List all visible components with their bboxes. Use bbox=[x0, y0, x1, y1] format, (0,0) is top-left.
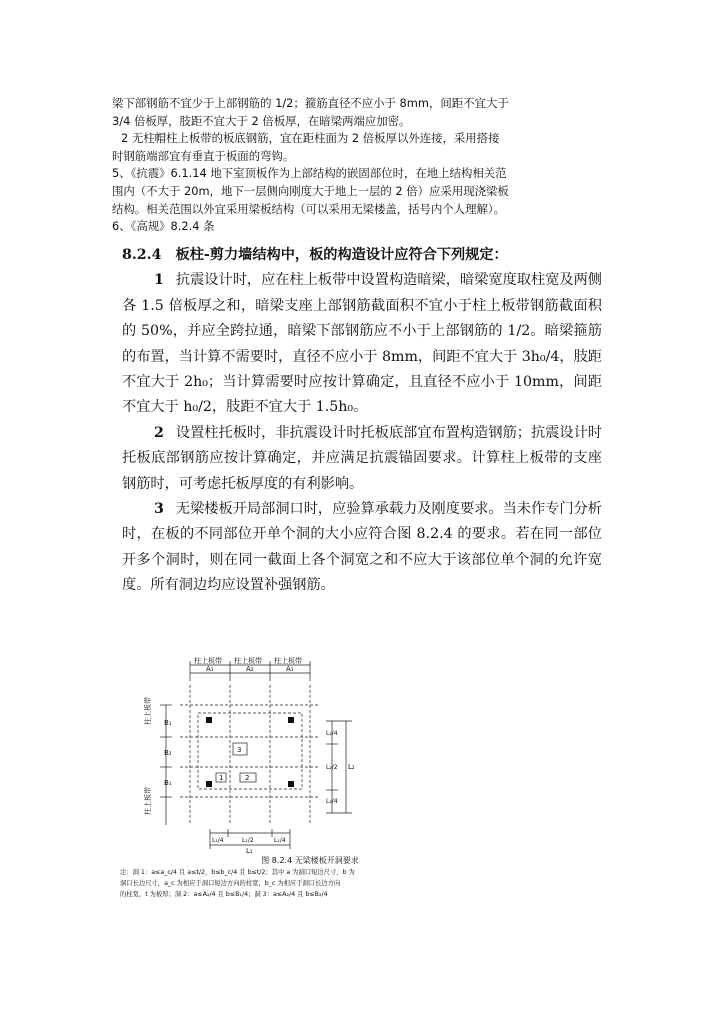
hole-label: 3 bbox=[237, 746, 242, 754]
figure-note bbox=[120, 867, 400, 900]
hole-label: 2 bbox=[245, 774, 250, 782]
section-number: 8.2.4 bbox=[122, 247, 162, 263]
bottom-dim: L₁/4 bbox=[274, 837, 286, 844]
code-section-8-2-4 bbox=[122, 243, 602, 599]
slab-opening-diagram bbox=[120, 655, 410, 855]
bottom-dim: L₁/2 bbox=[242, 837, 254, 844]
top-label: 柱上板带 bbox=[194, 657, 222, 665]
note-line: 围内（不大于 20m，地下一层侧向刚度大于地上一层的 2 倍）应采用现浇梁板 bbox=[112, 183, 509, 198]
right-dim: L₂/2 bbox=[326, 764, 338, 771]
figure-note-line: 注：洞 1：a≤a_c/4 且 a≤t/2，b≤b_c/4 且 b≤t/2；其中 a 为洞口短边尺寸，b 为 bbox=[120, 869, 355, 876]
item-number: 2 bbox=[154, 424, 164, 441]
right-dim: L₂/4 bbox=[326, 730, 338, 737]
figure-8-2-4 bbox=[120, 655, 410, 920]
figure-note-line: 洞口长边尺寸，a_c 为相应于洞口短边方向的柱宽，b_c 为相应于洞口长边方向 bbox=[120, 880, 341, 887]
left-sub: B₁ bbox=[164, 779, 172, 787]
top-sub: A₁ bbox=[286, 665, 294, 673]
top-label: 柱上板带 bbox=[274, 657, 302, 665]
left-label: 柱上板带 bbox=[144, 697, 152, 725]
left-sub: B₁ bbox=[164, 719, 172, 727]
item-text: 抗震设计时，应在柱上板带中设置构造暗梁，暗梁宽度取柱宽及两侧各 1.5 倍板厚之和，暗梁支座上部钢筋截面积不宜小于柱上板带钢筋截面积的 50%，并应全跨拉通，暗梁下部钢筋应不小于上部钢筋的 1/2。暗梁箍筋的布置，当计算不需要时，直径不应小于 8mm，间距不宜大于 3h₀/4，肢距不宜大于 2h₀；当计算需要时应按计算确定，且直径不应小于 10mm，间距不宜大于 h₀/2，肢距不宜大于 1.5h₀。 bbox=[122, 272, 602, 416]
section-item-2 bbox=[122, 421, 602, 497]
item-text: 无梁楼板开局部洞口时，应验算承载力及刚度要求。当未作专门分析时，在板的不同部位开单个洞的大小应符合图 8.2.4 的要求。若在同一部位开多个洞时，则在同一截面上各个洞宽之和不应大于该部位单个洞的允许宽度。所有洞边均应设置补强钢筋。 bbox=[122, 501, 602, 594]
note-line: 6、《高规》8.2.4 条 bbox=[112, 219, 215, 234]
section-heading bbox=[122, 243, 602, 268]
right-dim: L₂/4 bbox=[326, 798, 338, 805]
note-line: 5、《抗震》6.1.14 地下室顶板作为上部结构的嵌固部位时，在地上结构相关范 bbox=[112, 166, 507, 181]
hole-label: 1 bbox=[219, 774, 224, 782]
section-title: 板柱-剪力墙结构中，板的构造设计应符合下列规定： bbox=[175, 247, 508, 263]
section-item-1 bbox=[122, 268, 602, 420]
bottom-total: L₁ bbox=[246, 847, 253, 855]
top-sub: A₁ bbox=[206, 665, 214, 673]
top-label: 柱上板带 bbox=[234, 657, 262, 665]
note-line: 梁下部钢筋不宜少于上部钢筋的 1/2；箍筋直径不应小于 8mm，间距不宜大于 bbox=[112, 96, 509, 110]
item-number: 3 bbox=[154, 501, 164, 518]
note-line: 结构。相关范围以外宜采用梁板结构（可以采用无梁楼盖，括号内个人理解）。 bbox=[112, 201, 505, 216]
item-text: 设置柱托板时，非抗震设计时托板底部宜布置构造钢筋；抗震设计时托板底部钢筋应按计算确定，并应满足抗震锚固要求。计算柱上板带的支座钢筋时，可考虑托板厚度的有利影响。 bbox=[122, 424, 602, 492]
note-line: 时钢筋端部宜有垂直于板面的弯钩。 bbox=[112, 148, 295, 163]
item-number: 1 bbox=[154, 272, 164, 289]
column-mark bbox=[288, 781, 294, 787]
bottom-dim: L₁/4 bbox=[212, 837, 224, 844]
column-mark bbox=[288, 717, 294, 723]
figure-note-line: 的柱宽，t 为板厚；洞 2：a≤A₂/4 且 b≤B₁/4；洞 3：a≤A₂/4 且 b≤B₂/4 bbox=[120, 891, 328, 898]
note-line: 3/4 倍板厚，肢距不宜大于 2 倍板厚，在暗梁两端应加密。 bbox=[112, 113, 411, 128]
column-mark bbox=[206, 717, 212, 723]
notes-block bbox=[112, 95, 620, 236]
section-item-3 bbox=[122, 497, 602, 599]
note-line: 2 无柱帽柱上板带的板底钢筋，宜在距柱面为 2 倍板厚以外连接，采用搭接 bbox=[121, 131, 500, 146]
left-label: 柱上板带 bbox=[144, 787, 152, 815]
right-total: L₂ bbox=[348, 763, 355, 771]
column-mark bbox=[206, 781, 212, 787]
figure-title: 图 8.2.4 无梁楼板开洞要求 bbox=[261, 856, 359, 865]
top-sub: A₂ bbox=[246, 665, 254, 673]
left-sub: B₂ bbox=[164, 749, 172, 757]
